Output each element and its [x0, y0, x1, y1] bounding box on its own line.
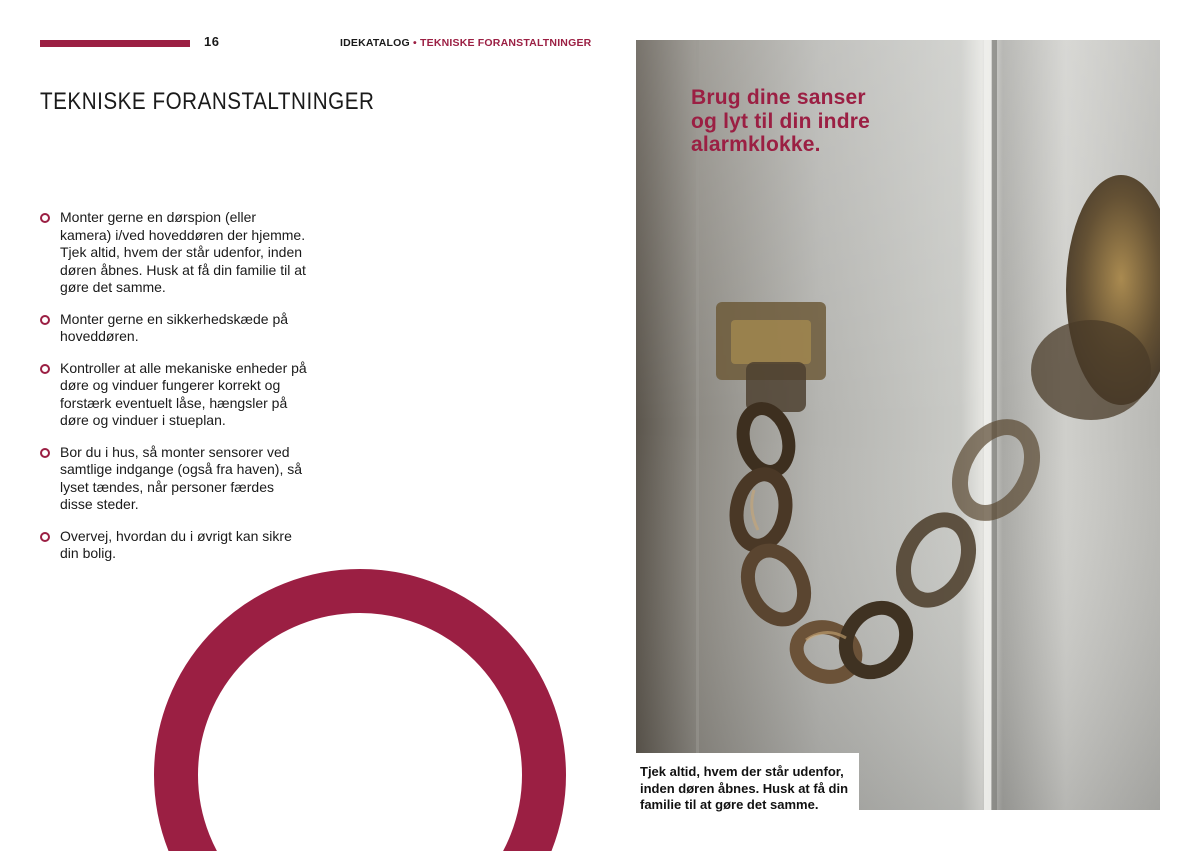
bullet-text: Monter gerne en sikkerhedskæde på hoveddøren.: [60, 310, 289, 344]
photo-caption-box: [636, 753, 859, 843]
list-item: [40, 209, 310, 297]
circle-bullet-icon: [40, 315, 50, 325]
pull-quote: [691, 86, 870, 157]
header-accent-bar: [40, 40, 190, 47]
list-item: [40, 528, 310, 563]
decorative-ring: [150, 565, 570, 851]
circle-bullet-icon: [40, 213, 50, 223]
circle-bullet-icon: [40, 448, 50, 458]
bullet-text: Kontroller at alle mekaniske enheder på døre og vinduer fungerer korrekt og forstærk eventuelt låse, hængsler på døre og vinduer i stueplan.: [60, 359, 307, 428]
bullet-text: Overvej, hvordan du i øvrigt kan sikre din bolig.: [60, 527, 292, 561]
page-number: 16: [204, 34, 220, 49]
pull-quote-line: og lyt til din indre: [691, 109, 870, 133]
pull-quote-line: Brug dine sanser: [691, 86, 866, 109]
circle-bullet-icon: [40, 364, 50, 374]
bullet-text: Bor du i hus, så monter sensorer ved samtlige indgange (også fra haven), så lyset tændes, når personer færdes disse steder.: [60, 443, 303, 512]
right-page: [600, 0, 1200, 851]
photo-caption: Tjek altid, hvem der står udenfor, inden døren åbnes. Husk at få din familie til at gøre det samme.: [640, 764, 849, 812]
page-title: TEKNISKE FORANSTALTNINGER: [40, 88, 375, 115]
bullet-text: Monter gerne en dørspion (eller kamera) i/ved hoveddøren der hjemme. Tjek altid, hvem der står udenfor, inden døren åbnes. Husk at få din familie til at gøre det samme.: [60, 209, 306, 295]
list-item: [40, 360, 310, 430]
running-head-catalog: IDEKATALOG: [340, 37, 410, 49]
bullet-list: [40, 209, 310, 577]
list-item: [40, 311, 310, 346]
running-head-section: TEKNISKE FORANSTALTNINGER: [420, 37, 592, 49]
running-head-separator: •: [412, 37, 417, 49]
pull-quote-line: alarmklokke.: [691, 133, 821, 156]
circle-bullet-icon: [40, 532, 50, 542]
list-item: [40, 444, 310, 514]
running-head: [340, 37, 591, 49]
